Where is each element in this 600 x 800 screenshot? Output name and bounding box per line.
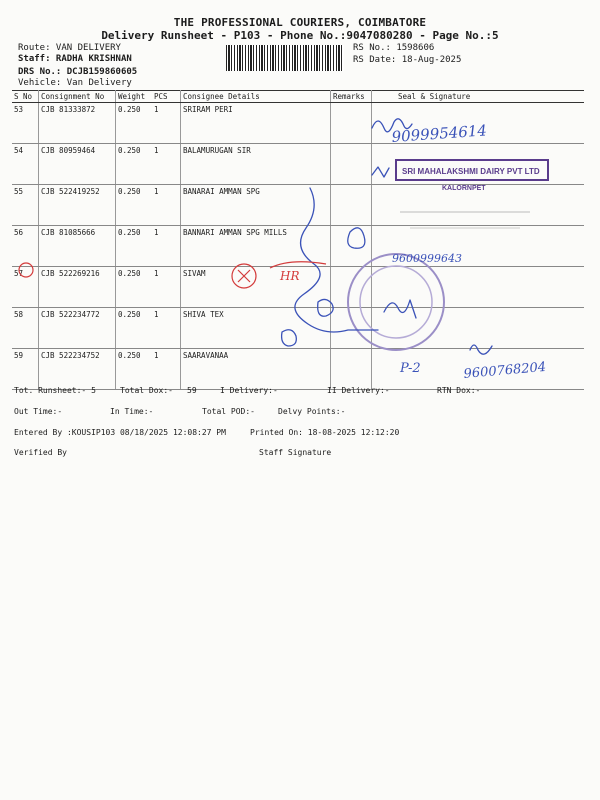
- col-pcs: PCS: [152, 91, 181, 103]
- staff-label: Staff: RADHA KRISHNAN: [18, 54, 132, 64]
- cell-pcs: 1: [152, 226, 181, 267]
- signature-scribble: [318, 299, 333, 316]
- in-time: In Time:-: [110, 407, 154, 416]
- signature-scribble: [372, 167, 389, 177]
- total-dox-label: Total Dox:-: [120, 386, 173, 395]
- rtn-dox: RTN Dox:-: [437, 386, 481, 395]
- staff-signature: Staff Signature: [259, 448, 332, 457]
- cell-pcs: 1: [152, 144, 181, 185]
- cell-pcs: 1: [152, 349, 181, 390]
- handwritten-p-note: P-2: [400, 361, 421, 376]
- hr-mark: HR: [280, 269, 300, 283]
- delvy-points: Delvy Points:-: [278, 407, 346, 416]
- signature-scribble: [384, 300, 416, 318]
- cell-consignee: BANARAI AMMAN SPG: [181, 185, 331, 226]
- cell-weight: 0.250: [116, 226, 153, 267]
- col-consignment: Consignment No: [39, 91, 116, 103]
- col-sno: S No: [12, 91, 39, 103]
- ii-delivery: II Delivery:-: [327, 386, 390, 395]
- cell-sno: 54: [12, 144, 39, 185]
- i-delivery: I Delivery:-: [220, 386, 278, 395]
- total-dox-value: 59: [187, 386, 197, 395]
- cell-pcs: 1: [152, 308, 181, 349]
- handwritten-phone-1: 9099954614: [391, 121, 488, 146]
- cell-sno: 56: [12, 226, 39, 267]
- handwritten-phone-2: 9600999643: [392, 252, 462, 265]
- runsheet-subtitle: Delivery Runsheet - P103 - Phone No.:9047080280 - Page No.:5: [101, 29, 499, 42]
- vehicle-label: Vehicle: Van Delivery: [18, 78, 132, 88]
- stamp-company-name: SRI MAHALAKSHMI DAIRY PVT LTD: [402, 167, 540, 176]
- printed-on: Printed On: 18-08-2025 12:12:20: [250, 428, 400, 437]
- cell-weight: 0.250: [116, 103, 153, 144]
- cell-weight: 0.250: [116, 267, 153, 308]
- route-label: Route: VAN DELIVERY: [18, 43, 121, 53]
- cell-sno: 58: [12, 308, 39, 349]
- rs-date: RS Date: 18-Aug-2025: [353, 55, 462, 65]
- cell-consignment: CJB 81085666: [39, 226, 116, 267]
- red-circle-mark: [19, 263, 33, 277]
- company-stamp: [396, 160, 548, 228]
- cell-consignment: CJB 522234772: [39, 308, 116, 349]
- signature-scribble: [470, 345, 492, 354]
- cell-sno: 53: [12, 103, 39, 144]
- rs-number: RS No.: 1598606: [353, 43, 435, 53]
- round-seal-icon: [348, 254, 444, 350]
- cell-consignee: SHIVA TEX: [181, 308, 331, 349]
- col-weight: Weight: [116, 91, 153, 103]
- cell-consignee: SIVAM: [181, 267, 331, 308]
- cell-pcs: 1: [152, 103, 181, 144]
- signature-scribble: [295, 188, 378, 332]
- signature-scribble: [348, 228, 365, 248]
- cell-consignment: CJB 81333872: [39, 103, 116, 144]
- drs-label: DRS No.: DCJB159860605: [18, 67, 138, 77]
- cell-consignment: CJB 522234752: [39, 349, 116, 390]
- cell-sno: 57: [12, 267, 39, 308]
- signature-scribble: [282, 330, 297, 346]
- company-title: THE PROFESSIONAL COURIERS, COIMBATORE: [173, 16, 427, 29]
- handwritten-phone-3: 9600768204: [463, 359, 547, 382]
- total-pod: Total POD:-: [202, 407, 255, 416]
- cell-consignee: SRIRAM PERI: [181, 103, 331, 144]
- cell-consignee: BANNARI AMMAN SPG MILLS: [181, 226, 331, 267]
- col-signature: Seal & Signature: [372, 91, 585, 103]
- verified-by: Verified By: [14, 448, 67, 457]
- entered-by: Entered By :KOUSIP103 08/18/2025 12:08:27 PM: [14, 428, 226, 437]
- cell-pcs: 1: [152, 185, 181, 226]
- cell-weight: 0.250: [116, 349, 153, 390]
- cell-weight: 0.250: [116, 185, 153, 226]
- cell-weight: 0.250: [116, 308, 153, 349]
- cell-consignment: CJB 522269216: [39, 267, 116, 308]
- stamp-place: KALORNPET: [442, 185, 486, 192]
- cell-consignment: CJB 80959464: [39, 144, 116, 185]
- cell-sno: 55: [12, 185, 39, 226]
- cell-consignee: SAARAVANAA: [181, 349, 331, 390]
- col-remarks: Remarks: [331, 91, 372, 103]
- red-cross-mark: [238, 270, 250, 282]
- cell-consignment: CJB 522419252: [39, 185, 116, 226]
- cell-sno: 59: [12, 349, 39, 390]
- cell-pcs: 1: [152, 267, 181, 308]
- out-time: Out Time:-: [14, 407, 63, 416]
- total-runsheet: Tot. Runsheet:- 5: [14, 386, 96, 395]
- cell-consignee: BALAMURUGAN SIR: [181, 144, 331, 185]
- col-consignee: Consignee Details: [181, 91, 331, 103]
- cell-weight: 0.250: [116, 144, 153, 185]
